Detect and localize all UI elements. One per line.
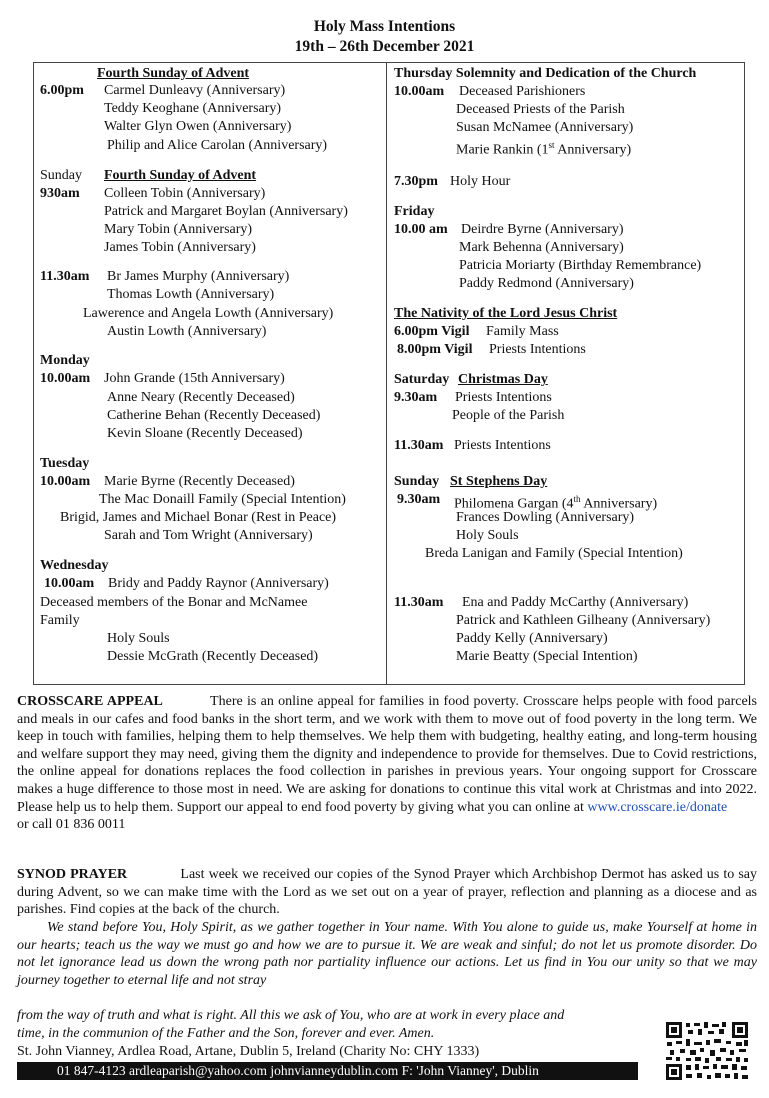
intention-entry: Priests Intentions [455, 390, 552, 405]
time-label: 11.30am [40, 269, 90, 284]
time-label: 6.00pm [40, 83, 84, 98]
time-label: 8.00pm Vigil [397, 342, 473, 357]
time-label: 6.00pm Vigil [394, 324, 470, 339]
intention-entry: Paddy Redmond (Anniversary) [459, 276, 634, 291]
intention-entry: Holy Hour [450, 174, 511, 189]
intention-entry: Teddy Keoghane (Anniversary) [104, 101, 282, 116]
intention-entry: James Tobin (Anniversary) [104, 240, 256, 255]
intention-entry: Sarah and Tom Wright (Anniversary) [104, 528, 313, 543]
heading-nativity: The Nativity of the Lord Jesus Christ [394, 306, 618, 321]
intention-entry: Patrick and Kathleen Gilheany (Anniversary) [456, 613, 711, 628]
crosscare-body: There is an online appeal for families in food poverty. Crosscare helps people with food parcels and meals in our cafes and food banks in the short term, and we work with them to move out of food poverty in the long term. We keep in touch with families, helping them to help themselves. We help them with budgeting, healthy eating, and long-term housing and welfare support they may need, giving them the dignity and independence to provide for themselves. Due to Covid restrictions, the online appeal for donations replaces the food collection in parishes in previous years. Your ongoing support for Crosscare makes a huge difference to those most in need. We are asking for donations to continue this vital work at Christmas and into 2022. Please help us to help them. Support our appeal to end food poverty by giving what you can online at [17, 694, 757, 815]
synod-prayer-text-line: time, in the communion of the Father and the Son, forever and ever. Amen. [17, 1026, 435, 1041]
intention-entry: Deceased Parishioners [459, 84, 586, 99]
crosscare-heading: CROSSCARE APPEAL [17, 694, 163, 709]
intention-entry: The Mac Donaill Family (Special Intention) [99, 492, 346, 507]
intention-entry: Carmel Dunleavy (Anniversary) [104, 83, 286, 98]
qr-code-icon [664, 1020, 750, 1082]
time-label: 9.30am [397, 492, 441, 507]
intention-entry: Mary Tobin (Anniversary) [104, 222, 253, 237]
intention-entry: Family [40, 613, 80, 628]
intention-entry: Bridy and Paddy Raynor (Anniversary) [108, 576, 329, 591]
intention-entry: Lawerence and Angela Lowth (Anniversary) [83, 306, 334, 321]
contact-bar: 01 847-4123 ardleaparish@yahoo.com johnvianneydublin.com F: 'John Vianney', Dublin [17, 1062, 638, 1080]
time-label: 10.00am [40, 371, 91, 386]
intention-entry: Deceased members of the Bonar and McNamee [40, 595, 308, 610]
time-label: 930am [40, 186, 80, 201]
date-range: 19th – 26th December 2021 [294, 38, 475, 55]
time-label: 11.30am [394, 438, 444, 453]
heading-fourth-sunday-2: Fourth Sunday of Advent [104, 168, 257, 183]
time-label: 7.30pm [394, 174, 438, 189]
intention-entry: Catherine Behan (Recently Deceased) [107, 408, 321, 423]
intention-entry: Marie Rankin (1st Anniversary) [456, 140, 632, 158]
intention-entry: Deceased Priests of the Parish [456, 102, 625, 117]
time-label: 10.00am [394, 84, 445, 99]
intention-entry: Brigid, James and Michael Bonar (Rest in Peace) [60, 510, 337, 525]
day-label: Sunday [40, 168, 82, 183]
day-label: Thursday Solemnity and Dedication of the Church [394, 66, 697, 81]
intention-entry: Marie Byrne (Recently Deceased) [104, 474, 295, 489]
day-label: Saturday [394, 372, 450, 387]
heading-fourth-sunday: Fourth Sunday of Advent [97, 66, 250, 81]
time-label: 10.00am [44, 576, 95, 591]
day-label: Sunday [394, 474, 440, 489]
intention-entry: Kevin Sloane (Recently Deceased) [107, 426, 303, 441]
crosscare-appeal [17, 693, 757, 834]
synod-prayer-text-line: from the way of truth and what is right. All this we ask of You, who are at work in every place and [17, 1008, 565, 1023]
day-label: Wednesday [40, 558, 109, 573]
intention-entry: Holy Souls [107, 631, 170, 646]
intention-entry: Susan McNamee (Anniversary) [456, 120, 634, 135]
time-label: 10.00am [40, 474, 91, 489]
day-label: Friday [394, 204, 435, 219]
page-title: Holy Mass Intentions [313, 18, 456, 35]
day-label: Tuesday [40, 456, 90, 471]
synod-heading: SYNOD PRAYER [17, 867, 128, 882]
intention-entry: Colleen Tobin (Anniversary) [104, 186, 266, 201]
intention-entry: Walter Glyn Owen (Anniversary) [104, 119, 292, 134]
intention-entry: Philomena Gargan (4th Anniversary) [454, 494, 658, 512]
intention-entry: Priests Intentions [454, 438, 551, 453]
intention-entry: Austin Lowth (Anniversary) [107, 324, 267, 339]
intention-entry: Mark Behenna (Anniversary) [459, 240, 624, 255]
column-divider [386, 62, 387, 685]
day-label: Monday [40, 353, 90, 368]
intention-entry: People of the Parish [452, 408, 565, 423]
intention-entry: Marie Beatty (Special Intention) [456, 649, 638, 664]
intention-entry: Family Mass [486, 324, 559, 339]
intention-entry: Paddy Kelly (Anniversary) [456, 631, 608, 646]
time-label: 10.00 am [394, 222, 448, 237]
intention-entry: Priests Intentions [489, 342, 586, 357]
intention-entry: Patricia Moriarty (Birthday Remembrance) [459, 258, 702, 273]
heading-st-stephens-day: St Stephens Day [450, 474, 548, 489]
intention-entry: Ena and Paddy McCarthy (Anniversary) [462, 595, 689, 610]
intention-entry: Anne Neary (Recently Deceased) [107, 390, 295, 405]
intention-entry: Thomas Lowth (Anniversary) [107, 287, 275, 302]
synod-prayer [17, 866, 757, 919]
synod-prayer-text: We stand before You, Holy Spirit, as we gather together in Your name. With You alone to guide us, make Yourself at home in our hearts; teach us the way we must go and how we are to pursue it. We are weak and sinful; do not let us promote disorder. Do not let ignorance lead us down the wrong path nor partiality influence our actions. Let us find in You our unity so that we may journey together to eternal life and not stray [17, 920, 757, 988]
intention-entry: Frances Dowling (Anniversary) [456, 510, 635, 525]
parish-address: St. John Vianney, Ardlea Road, Artane, Dublin 5, Ireland (Charity No: CHY 1333) [17, 1044, 480, 1059]
intention-entry: Deirdre Byrne (Anniversary) [461, 222, 624, 237]
intention-entry: Patrick and Margaret Boylan (Anniversary) [104, 204, 348, 219]
intention-entry: Breda Lanigan and Family (Special Intention) [425, 546, 683, 561]
intention-entry: John Grande (15th Anniversary) [104, 371, 285, 386]
intention-entry: Philip and Alice Carolan (Anniversary) [107, 138, 328, 153]
time-label: 9.30am [394, 390, 438, 405]
heading-christmas-day: Christmas Day [458, 372, 548, 387]
crosscare-phone: or call 01 836 0011 [17, 817, 126, 833]
intention-entry: Dessie McGrath (Recently Deceased) [107, 649, 319, 664]
intention-entry: Holy Souls [456, 528, 519, 543]
crosscare-donate-link[interactable]: www.crosscare.ie/donate [587, 799, 728, 815]
time-label: 11.30am [394, 595, 444, 610]
intention-entry: Br James Murphy (Anniversary) [107, 269, 290, 284]
synod-body: Last week we received our copies of the Synod Prayer which Archbishop Dermot has asked us to say during Advent, so we can make time with the Lord as we set out on a year of prayer, reflection and planning as a diocese and as parishes. Find copies at the back of the church. [17, 867, 757, 918]
